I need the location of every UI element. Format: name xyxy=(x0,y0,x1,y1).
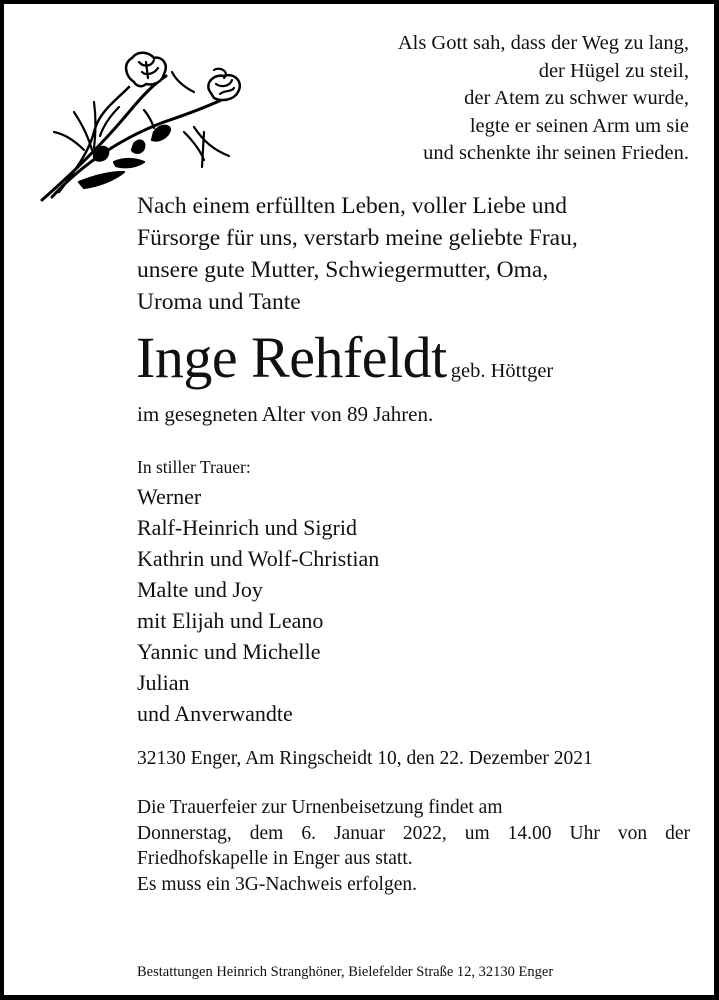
mourner-entry: Kathrin und Wolf-Christian xyxy=(137,546,380,571)
mourner-entry: und Anverwandte xyxy=(137,701,293,726)
maiden-name: geb. Höttger xyxy=(450,360,554,382)
service-info xyxy=(137,795,690,897)
mourner-entry: Werner xyxy=(137,484,202,509)
mourner-entry: mit Elijah und Leano xyxy=(137,608,324,633)
memorial-poem xyxy=(398,30,689,168)
rose-branch-icon xyxy=(34,32,244,202)
mourner-entry: Yannic und Michelle xyxy=(137,639,321,664)
age-text: im gesegneten Alter von 89 Jahren. xyxy=(137,402,434,426)
intro-line: unsere gute Mutter, Schwiegermutter, Oma, xyxy=(137,257,549,283)
service-line: Friedhofskapelle in Enger aus statt. xyxy=(137,848,413,869)
address-date: 32130 Enger, Am Ringscheidt 10, den 22. Dezember 2021 xyxy=(137,748,593,769)
deceased-name: Inge Rehfeldt xyxy=(136,325,447,390)
poem-line: und schenkte ihr seinen Frieden. xyxy=(423,142,689,164)
poem-line: der Hügel zu steil, xyxy=(538,59,689,82)
service-line: Donnerstag, dem 6. Januar 2022, um 14.00 Uhr von der xyxy=(137,822,690,844)
mourner-entry: Malte und Joy xyxy=(137,577,263,602)
mourner-entry: Ralf-Heinrich und Sigrid xyxy=(137,515,357,540)
funeral-home-footer: Bestattungen Heinrich Stranghöner, Bielefelder Straße 12, 32130 Enger xyxy=(137,964,554,980)
mourners-list xyxy=(137,481,379,729)
intro-line: Nach einem erfüllten Leben, voller Liebe und xyxy=(137,193,567,219)
intro-line: Uroma und Tante xyxy=(137,289,301,315)
poem-line: der Atem zu schwer wurde, xyxy=(464,87,689,109)
intro-line: Fürsorge für uns, verstarb meine geliebte Frau, xyxy=(137,225,578,251)
mourning-label: In stiller Trauer: xyxy=(137,457,251,477)
service-line: Es muss ein 3G-Nachweis erfolgen. xyxy=(137,873,417,895)
deceased-heading xyxy=(136,326,553,390)
service-line: Die Trauerfeier zur Urnenbeisetzung findet am xyxy=(137,797,503,818)
poem-line: Als Gott sah, dass der Weg zu lang, xyxy=(397,32,689,54)
poem-line: legte er seinen Arm um sie xyxy=(469,114,689,137)
mourner-entry: Julian xyxy=(137,670,190,695)
intro-text xyxy=(137,190,578,318)
